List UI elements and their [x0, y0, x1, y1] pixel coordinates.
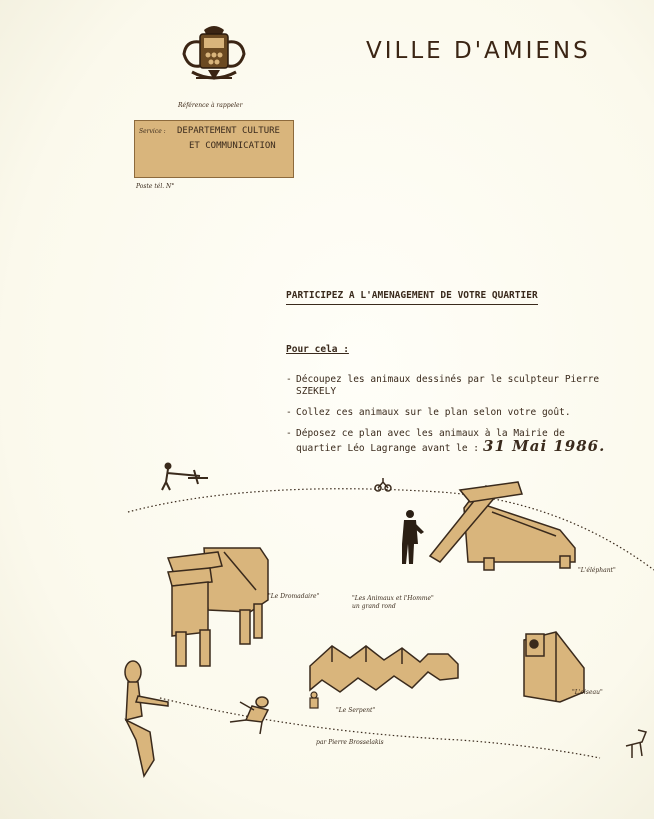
bullet-text: Collez ces animaux sur le plan selon votre goût.	[296, 407, 571, 418]
animals-note-line2: un grand rond	[352, 603, 396, 610]
city-title: VILLE D'AMIENS	[366, 38, 591, 64]
elephant-sculpture	[430, 482, 575, 570]
small-figure-icon	[310, 692, 318, 708]
service-box	[134, 120, 294, 178]
poste-label: Poste tél. N°	[136, 183, 175, 190]
deadline-date: 31 Mai 1986.	[483, 437, 606, 455]
service-name-line1: DEPARTEMENT CULTURE	[177, 126, 280, 136]
tall-figure-icon	[125, 661, 168, 776]
service-name-line2: ET COMMUNICATION	[189, 141, 276, 151]
running-figure-icon	[230, 697, 268, 734]
bird-caption: "L'oiseau"	[572, 689, 603, 696]
artist-signature: par Pierre Brosselakis	[316, 739, 384, 746]
sculpture-plan-illustration	[0, 440, 654, 819]
serpent-caption: "Le Serpent"	[336, 707, 376, 714]
intro-text: Pour cela :	[286, 344, 349, 355]
list-item: - Découpez les animaux dessinés par le sculpteur Pierre SZEKELY	[286, 374, 600, 397]
page-heading: PARTICIPEZ A L'AMENAGEMENT DE VOTRE QUARTIER	[286, 290, 538, 305]
animals-note: "Les Animaux et l'Homme"	[352, 595, 434, 602]
standing-man-icon	[402, 510, 424, 564]
ground-line	[160, 698, 600, 758]
serpent-sculpture	[310, 646, 458, 692]
city-crest-icon	[178, 22, 250, 92]
small-walker-icon	[626, 730, 646, 758]
list-item: - Collez ces animaux sur le plan selon votre goût.	[286, 407, 571, 418]
reference-label: Référence à rappeler	[178, 102, 243, 109]
service-label: Service :	[139, 128, 166, 135]
elephant-caption: "L'éléphant"	[578, 567, 616, 574]
bullet-text: Découpez les animaux dessinés par le sculpteur Pierre SZEKELY	[296, 374, 600, 397]
dromedary-sculpture	[168, 548, 268, 666]
dromedary-caption: "Le Dromadaire"	[268, 593, 320, 600]
bullet-text: Déposez ce plan avec les animaux à la Mairie de quartier Léo Lagrange avant le :	[296, 428, 565, 454]
farmer-figure-icon	[162, 464, 208, 491]
list-item: - Déposez ce plan avec les animaux à la Mairie de quartier Léo Lagrange avant le : 31 Mai 1986.	[286, 428, 606, 455]
